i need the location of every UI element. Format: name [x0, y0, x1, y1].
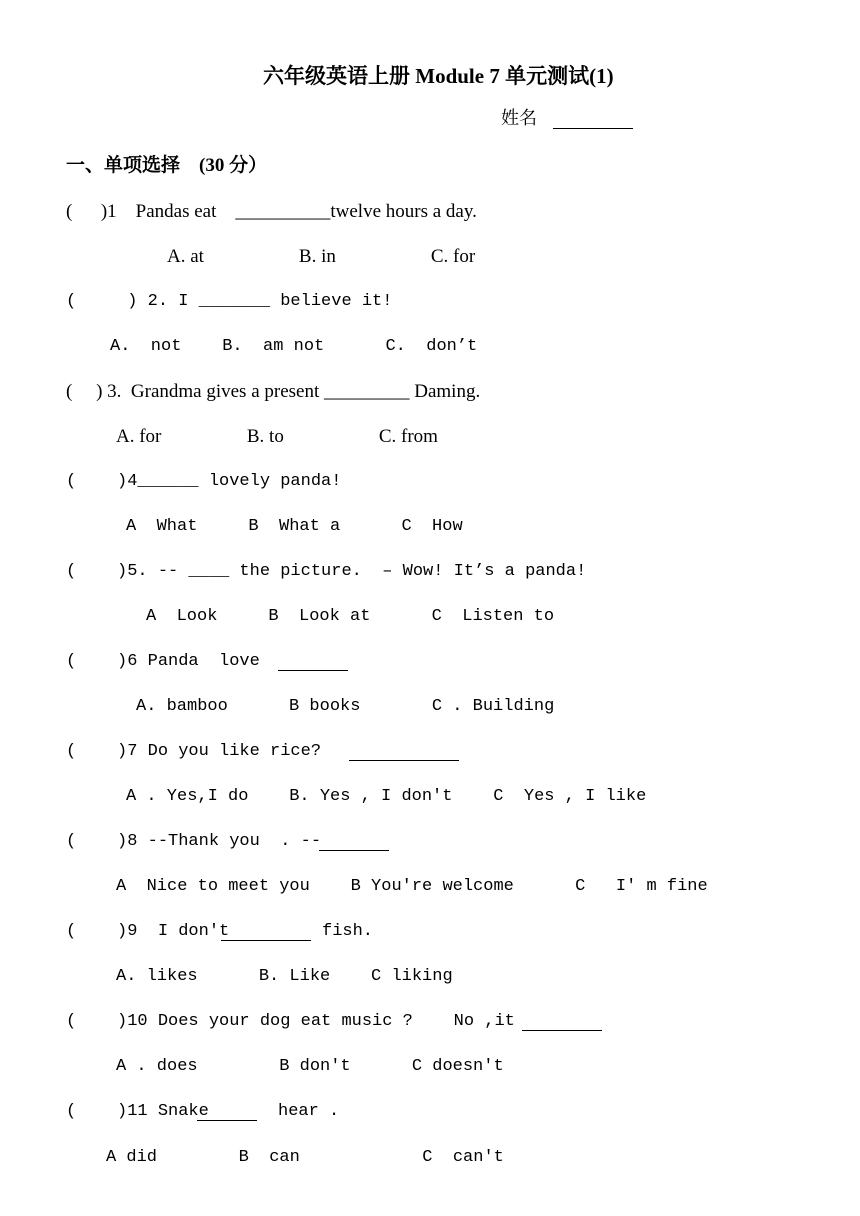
question-2-options: A. not B. am not C. don’t: [110, 337, 478, 356]
question-4: ( )4______ lovely panda!: [66, 472, 342, 491]
question-7: ( )7 Do you like rice?: [66, 742, 322, 761]
question-9-tail: fish.: [322, 922, 374, 941]
section-heading: 一、单项选择 (30 分）: [66, 155, 268, 176]
question-5: ( )5. -- ____ the picture. – Wow! It’s a panda!: [66, 562, 587, 581]
question-7-blank[interactable]: [349, 760, 459, 761]
question-8: ( )8 --Thank you . --: [66, 832, 322, 851]
question-5-options: A Look B Look at C Listen to: [146, 607, 555, 626]
question-11: ( )11 Snake: [66, 1102, 209, 1121]
question-9-blank[interactable]: [221, 940, 311, 941]
question-6-options: A. bamboo B books C . Building: [136, 697, 555, 716]
question-11-tail: hear .: [278, 1102, 340, 1121]
question-1-options: A. at B. in C. for: [167, 246, 476, 267]
question-6-blank[interactable]: [278, 670, 348, 671]
question-3: ( ) 3. Grandma gives a present _________ Daming.: [66, 381, 481, 402]
question-6: ( )6 Panda love: [66, 652, 260, 671]
question-10-blank[interactable]: [522, 1030, 602, 1031]
question-10-options: A . does B don't C doesn't: [116, 1057, 504, 1076]
question-1: ( )1 Pandas eat __________twelve hours a day.: [66, 201, 477, 222]
question-2: ( ) 2. I _______ believe it!: [66, 292, 393, 311]
question-11-options: A did B can C can't: [106, 1148, 504, 1167]
question-9-options: A. likes B. Like C liking: [116, 967, 453, 986]
page-title: 六年级英语上册 Module 7 单元测试(1): [263, 64, 614, 88]
name-blank[interactable]: [553, 128, 633, 129]
name-label: 姓名: [501, 108, 537, 129]
question-9: ( )9 I don't: [66, 922, 230, 941]
question-8-blank[interactable]: [319, 850, 389, 851]
question-11-blank[interactable]: [197, 1120, 257, 1121]
question-10: ( )10 Does your dog eat music ? No ,it: [66, 1012, 515, 1031]
question-8-options: A Nice to meet you B You're welcome C I' m fine: [116, 877, 708, 896]
question-4-options: A What B What a C How: [126, 517, 463, 536]
question-7-options: A . Yes,I do B. Yes , I don't C Yes , I like: [126, 787, 647, 806]
question-3-options: A. for B. to C. from: [116, 426, 438, 447]
